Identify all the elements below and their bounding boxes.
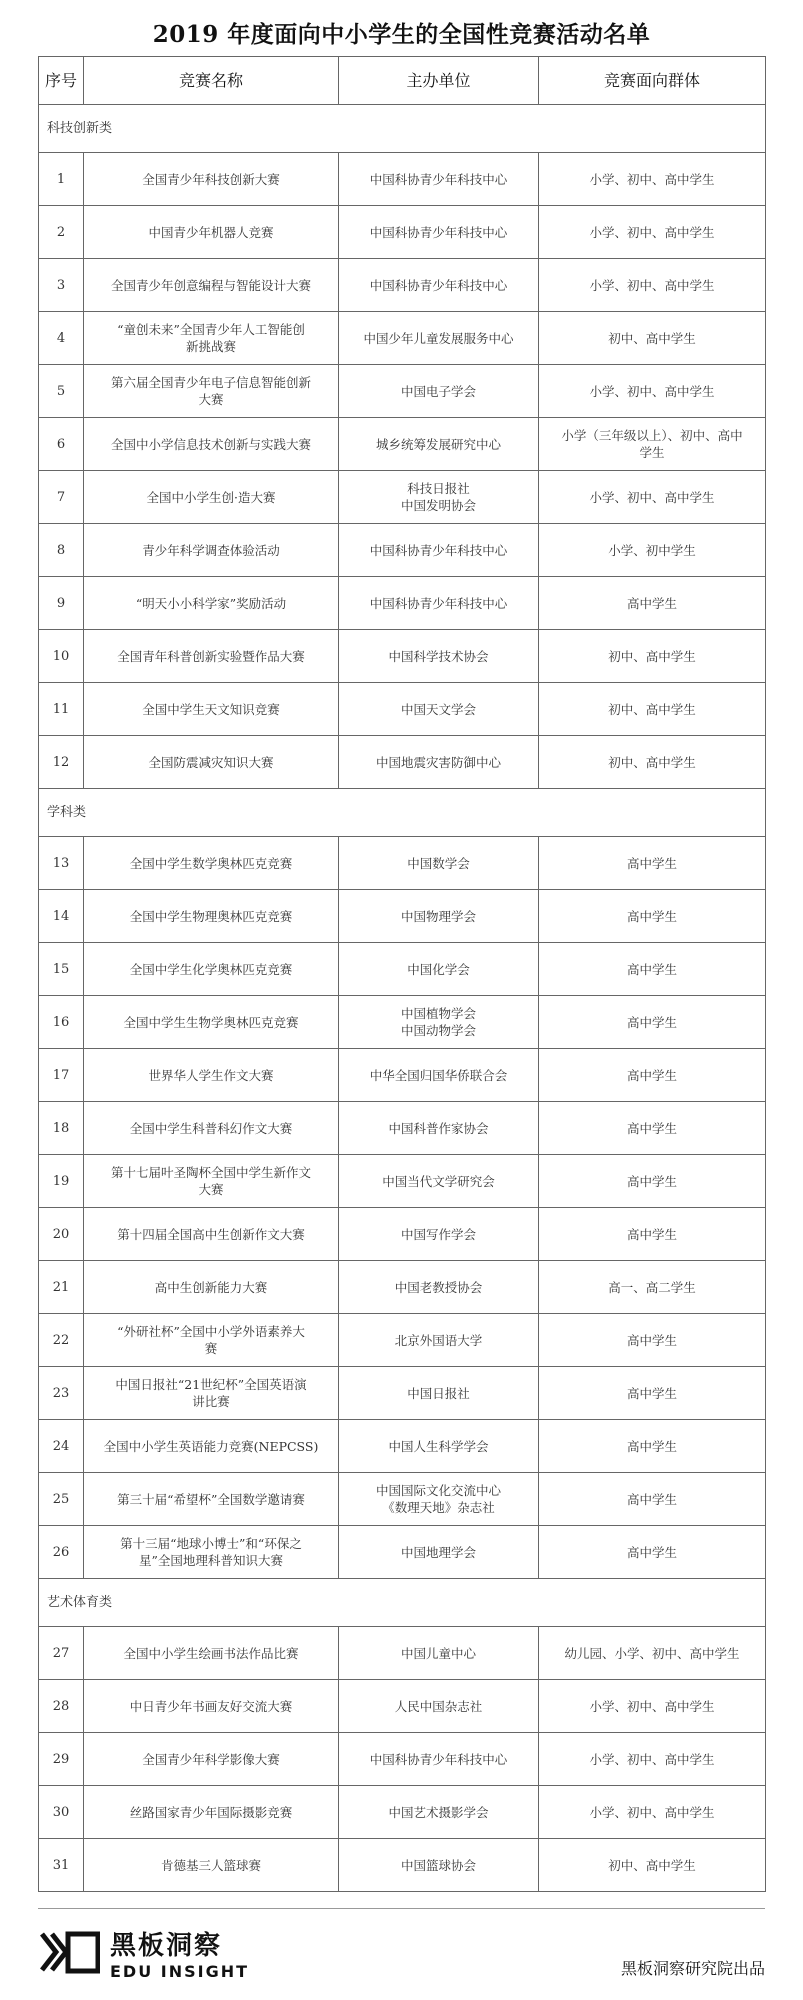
competition-name [84,259,339,312]
organizer-name-text: 中国地震灾害防御中心 [375,754,501,770]
competition-name-text: “外研社杯”全国中小学外语素养大 赛 [117,1324,305,1356]
organizer-name-text: 中国艺术摄影学会 [388,1804,489,1820]
organizer-name-text: 中国物理学会 [400,908,476,924]
competition-name-text: 全国中学生天文知识竞赛 [142,701,280,717]
row-number-text: 21 [52,1279,70,1295]
competition-name [84,312,339,365]
row-number-text: 25 [52,1491,70,1507]
audience-groups [539,1367,766,1420]
competition-name-text: 第十三届“地球小博士”和“环保之 星”全国地理科普知识大赛 [120,1536,302,1568]
row-number-text: 17 [52,1067,70,1083]
audience-groups-text: 高中学生 [626,1014,677,1030]
competition-name-text: 全国中小学生绘画书法作品比赛 [123,1645,299,1661]
competition-name [84,1102,339,1155]
audience-groups [539,418,766,471]
row-number-text: 18 [52,1120,70,1136]
publisher-credit: 黑板洞察研究院出品 [620,1959,765,1978]
organizer-name-text: 中国当代文学研究会 [382,1173,495,1189]
table-row [39,206,766,259]
organizer-name-text: 中国科协青少年科技中心 [369,224,508,240]
audience-groups [539,1526,766,1579]
row-number [39,471,84,524]
organizer-name [339,1155,539,1208]
competition-name [84,890,339,943]
table-row [39,1314,766,1367]
competition-name [84,1733,339,1786]
table-row [39,365,766,418]
competition-name [84,683,339,736]
category-row [39,1579,766,1627]
organizer-name [339,1680,539,1733]
edu-insight-logo-icon [40,1930,100,1975]
competition-name-text: “童创未来”全国青少年人工智能创 新挑战赛 [117,322,305,354]
competition-name-text: 第六届全国青少年电子信息智能创新 大赛 [110,375,311,407]
table-row [39,1420,766,1473]
competition-name-text: 全国青年科普创新实验暨作品大赛 [117,648,305,664]
competition-name-text: 肯德基三人篮球赛 [160,1857,261,1873]
table-row [39,630,766,683]
audience-groups-text: 高中学生 [626,908,677,924]
competition-name [84,1208,339,1261]
competition-name [84,943,339,996]
organizer-name-text: 中国地理学会 [400,1544,476,1560]
organizer-name-text: 中华全国归国华侨联合会 [369,1067,508,1083]
audience-groups-text: 高中学生 [626,1067,677,1083]
row-number [39,996,84,1049]
audience-groups-text: 高中学生 [626,1385,677,1401]
organizer-name [339,259,539,312]
competition-table [38,56,766,1892]
header-audience: 竞赛面向群体 [539,57,766,105]
organizer-name [339,1786,539,1839]
competition-name [84,365,339,418]
table-row [39,1155,766,1208]
organizer-name [339,1733,539,1786]
competition-name-text: 全国中小学生创·造大赛 [146,489,276,505]
table-row [39,524,766,577]
audience-groups [539,1155,766,1208]
competition-name [84,1473,339,1526]
row-number [39,1049,84,1102]
table-row [39,1473,766,1526]
table-row [39,1627,766,1680]
table-row [39,943,766,996]
row-number-text: 10 [52,648,70,664]
audience-groups-text: 小学（三年级以上）、初中、高中 学生 [561,428,743,460]
organizer-name [339,630,539,683]
competition-name-text: 中国日报社“21世纪杯”全国英语演 讲比赛 [115,1377,307,1409]
competition-name-text: 第三十届“希望杯”全国数学邀请赛 [117,1491,305,1507]
table-row [39,1786,766,1839]
category-label: 艺术体育类 [39,1579,766,1627]
competition-name [84,524,339,577]
audience-groups-text: 初中、高中学生 [608,1857,696,1873]
audience-groups [539,1627,766,1680]
competition-name-text: 全国青少年创意编程与智能设计大赛 [110,277,311,293]
header-no: 序号 [39,57,84,105]
row-number-text: 30 [52,1804,70,1820]
audience-groups-text: 小学、初中、高中学生 [589,224,715,240]
audience-groups [539,259,766,312]
organizer-name [339,153,539,206]
organizer-name [339,683,539,736]
audience-groups [539,1102,766,1155]
audience-groups [539,1314,766,1367]
competition-name [84,1155,339,1208]
row-number-text: 28 [52,1698,70,1714]
audience-groups [539,1839,766,1892]
row-number [39,837,84,890]
competition-name-text: 全国青少年科学影像大赛 [142,1751,280,1767]
audience-groups [539,1049,766,1102]
table-row [39,837,766,890]
audience-groups [539,1680,766,1733]
row-number-text: 19 [52,1173,70,1189]
competition-name-text: 中国青少年机器人竞赛 [148,224,274,240]
competition-name-text: 青少年科学调查体验活动 [142,542,280,558]
row-number [39,577,84,630]
organizer-name [339,1839,539,1892]
category-row [39,789,766,837]
organizer-name-text: 城乡统筹发展研究中心 [375,436,501,452]
organizer-name-text: 中国少年儿童发展服务中心 [363,330,514,346]
competition-name [84,471,339,524]
competition-name [84,577,339,630]
organizer-name [339,312,539,365]
organizer-name [339,1526,539,1579]
row-number-text: 16 [52,1014,70,1030]
table-row [39,1208,766,1261]
row-number-text: 1 [56,171,66,187]
organizer-name [339,1420,539,1473]
table-row [39,683,766,736]
row-number [39,1786,84,1839]
audience-groups-text: 高中学生 [626,1491,677,1507]
organizer-name-text: 中国科普作家协会 [388,1120,489,1136]
organizer-name-text: 北京外国语大学 [394,1332,483,1348]
competition-name-text: 中日青少年书画友好交流大赛 [129,1698,293,1714]
audience-groups-text: 小学、初中、高中学生 [589,489,715,505]
organizer-name-text: 中国篮球协会 [400,1857,476,1873]
audience-groups-text: 小学、初中、高中学生 [589,1698,715,1714]
competition-name-text: “明天小小科学家”奖励活动 [135,595,287,611]
competition-name [84,1367,339,1420]
audience-groups [539,630,766,683]
category-label: 科技创新类 [39,105,766,153]
row-number [39,1839,84,1892]
organizer-name [339,1049,539,1102]
audience-groups-text: 小学、初中、高中学生 [589,277,715,293]
audience-groups-text: 小学、初中、高中学生 [589,1804,715,1820]
row-number-text: 3 [56,277,66,293]
audience-groups [539,1473,766,1526]
row-number [39,1420,84,1473]
competition-name-text: 全国中学生科普科幻作文大赛 [129,1120,293,1136]
footer-divider [38,1908,765,1909]
row-number [39,1261,84,1314]
logo-text-chinese: 黑板洞察 [110,1931,223,1961]
row-number-text: 2 [56,224,66,240]
audience-groups-text: 初中、高中学生 [608,701,696,717]
organizer-name-text: 中国国际文化交流中心 《数理天地》杂志社 [375,1483,501,1515]
row-number-text: 29 [52,1751,70,1767]
organizer-name-text: 中国科协青少年科技中心 [369,595,508,611]
row-number [39,890,84,943]
row-number [39,365,84,418]
row-number [39,153,84,206]
audience-groups-text: 高中学生 [626,1226,677,1242]
competition-name-text: 第十四届全国高中生创新作文大赛 [117,1226,305,1242]
competition-name-text: 全国防震减灾知识大赛 [148,754,274,770]
competition-name-text: 全国中学生生物学奥林匹克竞赛 [123,1014,299,1030]
row-number-text: 4 [56,330,66,346]
table-row [39,259,766,312]
competition-name-text: 全国中小学信息技术创新与实践大赛 [110,436,311,452]
audience-groups-text: 初中、高中学生 [608,330,696,346]
competition-name [84,1786,339,1839]
audience-groups [539,312,766,365]
organizer-name [339,837,539,890]
row-number-text: 7 [56,489,66,505]
organizer-name [339,524,539,577]
audience-groups-text: 小学、初中学生 [608,542,696,558]
row-number [39,1367,84,1420]
competition-name-text: 丝路国家青少年国际摄影竞赛 [129,1804,293,1820]
organizer-name-text: 中国植物学会 中国动物学会 [400,1006,476,1038]
row-number [39,1102,84,1155]
audience-groups [539,524,766,577]
competition-name-text: 全国中学生物理奥林匹克竞赛 [129,908,293,924]
table-row [39,1102,766,1155]
table-header-row [39,57,766,105]
competition-name-text: 世界华人学生作文大赛 [148,1067,274,1083]
audience-groups-text: 高中学生 [626,1438,677,1454]
competition-name [84,1314,339,1367]
header-name: 竞赛名称 [84,57,339,105]
organizer-name-text: 中国化学会 [407,961,470,977]
audience-groups [539,365,766,418]
audience-groups [539,1420,766,1473]
audience-groups [539,1733,766,1786]
competition-name [84,837,339,890]
organizer-name-text: 中国科协青少年科技中心 [369,542,508,558]
audience-groups-text: 高中学生 [626,1173,677,1189]
table-row [39,1733,766,1786]
row-number-text: 24 [52,1438,70,1454]
audience-groups [539,1208,766,1261]
competition-name [84,1049,339,1102]
audience-groups [539,153,766,206]
audience-groups [539,736,766,789]
organizer-name-text: 中国数学会 [407,855,470,871]
organizer-name [339,577,539,630]
competition-name-text: 全国中小学生英语能力竞赛(NEPCSS) [103,1438,319,1454]
competition-name [84,1680,339,1733]
table-row [39,890,766,943]
organizer-name [339,365,539,418]
header-organizer: 主办单位 [339,57,539,105]
audience-groups-text: 小学、初中、高中学生 [589,383,715,399]
audience-groups-text: 幼儿园、小学、初中、高中学生 [564,1645,740,1661]
row-number [39,683,84,736]
organizer-name [339,1102,539,1155]
row-number-text: 15 [52,961,70,977]
table-row [39,1367,766,1420]
row-number [39,524,84,577]
document-title: 2019 年度面向中小学生的全国性竞赛活动名单 [152,21,651,48]
audience-groups-text: 初中、高中学生 [608,648,696,664]
organizer-name-text: 中国人生科学学会 [388,1438,489,1454]
organizer-name [339,1314,539,1367]
row-number-text: 26 [52,1544,70,1560]
row-number [39,1526,84,1579]
organizer-name-text: 中国科协青少年科技中心 [369,171,508,187]
audience-groups [539,1261,766,1314]
organizer-name-text: 中国电子学会 [400,383,476,399]
organizer-name [339,471,539,524]
row-number [39,1627,84,1680]
row-number [39,418,84,471]
row-number-text: 23 [52,1385,70,1401]
organizer-name-text: 中国儿童中心 [400,1645,476,1661]
table-row [39,312,766,365]
row-number [39,312,84,365]
organizer-name [339,418,539,471]
table-row [39,418,766,471]
row-number-text: 20 [52,1226,70,1242]
organizer-name [339,1627,539,1680]
table-body [39,105,766,1892]
table-row [39,1049,766,1102]
audience-groups-text: 高中学生 [626,961,677,977]
row-number-text: 27 [52,1645,70,1661]
row-number-text: 31 [52,1857,70,1873]
organizer-name-text: 科技日报社 中国发明协会 [400,481,476,513]
row-number [39,259,84,312]
organizer-name [339,206,539,259]
organizer-name [339,996,539,1049]
audience-groups [539,206,766,259]
competition-name-text: 全国青少年科技创新大赛 [142,171,280,187]
row-number [39,1208,84,1261]
audience-groups [539,943,766,996]
row-number-text: 11 [52,701,70,717]
table-row [39,471,766,524]
row-number-text: 13 [52,855,70,871]
audience-groups [539,471,766,524]
audience-groups [539,996,766,1049]
row-number-text: 6 [56,436,66,452]
organizer-name [339,736,539,789]
organizer-name-text: 中国科学技术协会 [388,648,489,664]
table-row [39,153,766,206]
organizer-name [339,890,539,943]
competition-name [84,1627,339,1680]
audience-groups-text: 高中学生 [626,1332,677,1348]
audience-groups [539,1786,766,1839]
row-number-text: 14 [52,908,70,924]
competition-name [84,1526,339,1579]
table-row [39,577,766,630]
row-number [39,1473,84,1526]
row-number-text: 5 [56,383,66,399]
organizer-name [339,1261,539,1314]
competition-name-text: 高中生创新能力大赛 [154,1279,268,1295]
row-number [39,943,84,996]
table-row [39,1261,766,1314]
audience-groups-text: 小学、初中、高中学生 [589,1751,715,1767]
audience-groups-text: 初中、高中学生 [608,754,696,770]
row-number [39,1733,84,1786]
table-row [39,736,766,789]
competition-name-text: 全国中学生化学奥林匹克竞赛 [129,961,293,977]
audience-groups-text: 高中学生 [626,855,677,871]
row-number-text: 9 [56,595,66,611]
organizer-name-text: 中国老教授协会 [394,1279,483,1295]
audience-groups-text: 高一、高二学生 [608,1279,696,1295]
row-number-text: 22 [52,1332,70,1348]
audience-groups [539,837,766,890]
category-label: 学科类 [39,789,766,837]
organizer-name [339,1473,539,1526]
competition-name [84,1261,339,1314]
organizer-name-text: 中国日报社 [407,1385,470,1401]
organizer-name-text: 中国科协青少年科技中心 [369,1751,508,1767]
organizer-name-text: 人民中国杂志社 [394,1698,483,1714]
row-number-text: 12 [52,754,70,770]
audience-groups-text: 高中学生 [626,595,677,611]
table-row [39,1680,766,1733]
table-row [39,996,766,1049]
table-row [39,1526,766,1579]
row-number-text: 8 [56,542,66,558]
row-number [39,1155,84,1208]
organizer-name-text: 中国科协青少年科技中心 [369,277,508,293]
row-number [39,1680,84,1733]
competition-name-text: 全国中学生数学奥林匹克竞赛 [129,855,293,871]
row-number [39,630,84,683]
competition-name [84,1839,339,1892]
competition-name [84,206,339,259]
table-row [39,1839,766,1892]
audience-groups [539,683,766,736]
audience-groups-text: 高中学生 [626,1120,677,1136]
row-number [39,736,84,789]
organizer-name-text: 中国写作学会 [400,1226,476,1242]
audience-groups [539,890,766,943]
competition-name [84,630,339,683]
audience-groups-text: 小学、初中、高中学生 [589,171,715,187]
competition-name [84,418,339,471]
audience-groups [539,577,766,630]
organizer-name [339,1208,539,1261]
competition-name [84,736,339,789]
category-row [39,105,766,153]
competition-name-text: 第十七届叶圣陶杯全国中学生新作文 大赛 [110,1165,311,1197]
row-number [39,206,84,259]
logo-text-english: EDU INSIGHT [110,1962,250,1981]
organizer-name-text: 中国天文学会 [400,701,476,717]
audience-groups-text: 高中学生 [626,1544,677,1560]
competition-name [84,996,339,1049]
organizer-name [339,943,539,996]
competition-name [84,153,339,206]
organizer-name [339,1367,539,1420]
row-number [39,1314,84,1367]
competition-name [84,1420,339,1473]
